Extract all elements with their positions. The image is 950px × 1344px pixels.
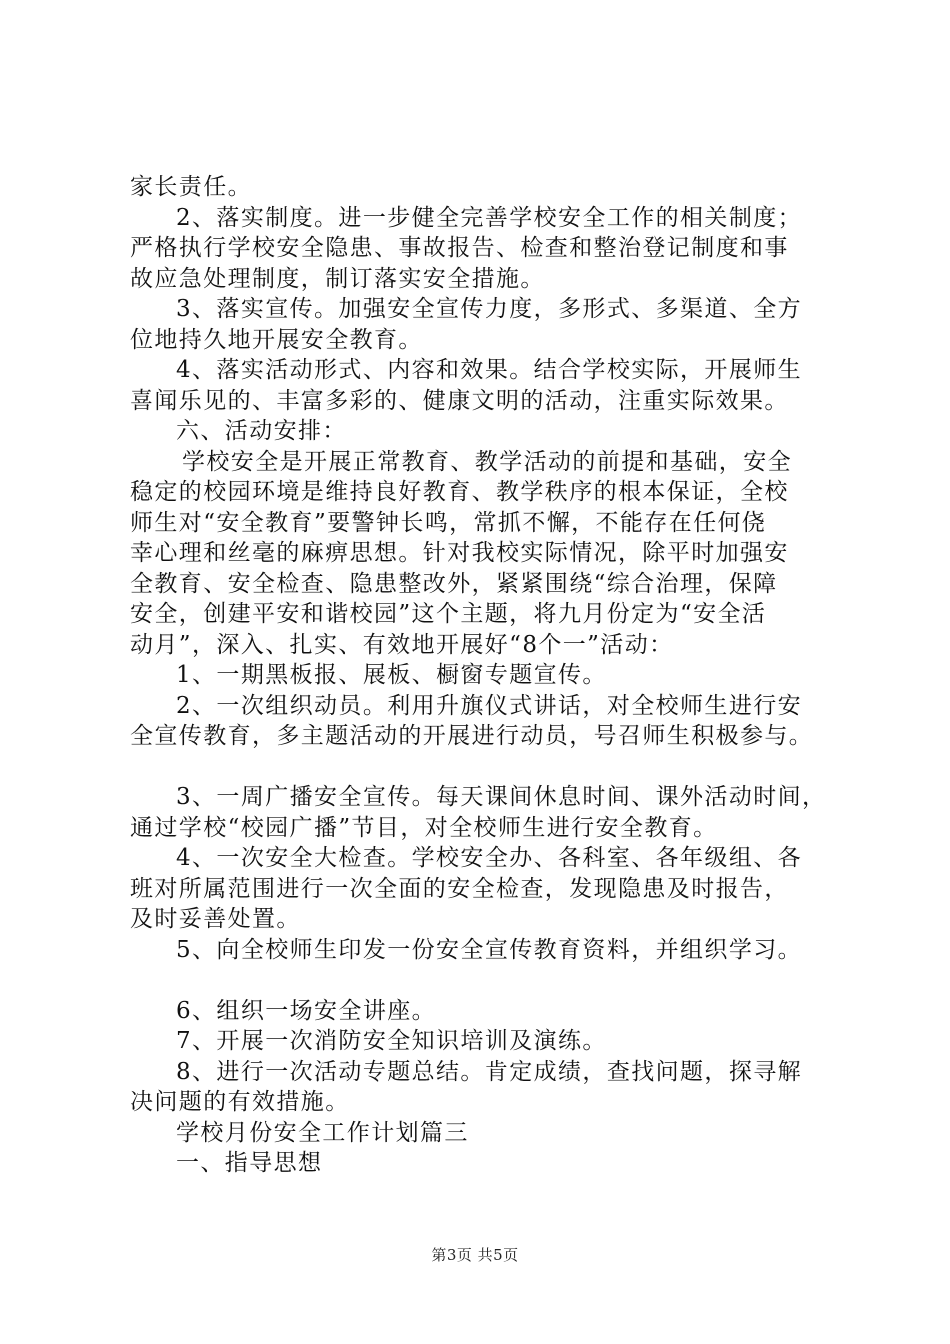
text-line: 安全，创建平安和谐校园”这个主题，将九月份定为“安全活	[130, 601, 767, 627]
text-line: 班对所属范围进行一次全面的安全检查，发现隐患及时报告，	[130, 875, 789, 902]
text-line: 2、一次组织动员。利用升旗仪式讲话，对全校师生进行安	[176, 692, 803, 719]
text-line: 学校安全是开展正常教育、教学活动的前提和基础，安全	[182, 448, 792, 475]
text-line: 动月”，深入、扎实、有效地开展好“8个一”活动：	[130, 631, 674, 658]
text-line: 六、活动安排：	[176, 418, 347, 444]
text-line: 故应急处理制度，制订落实安全措施。	[130, 265, 545, 292]
text-line: 位地持久地开展安全教育。	[130, 326, 423, 353]
text-line: 全宣传教育，多主题活动的开展进行动员，号召师生积极参与。	[130, 723, 814, 749]
text-line: 学校月份安全工作计划篇三	[176, 1119, 469, 1146]
text-line: 4、落实活动形式、内容和效果。结合学校实际，开展师生	[176, 357, 803, 383]
text-line: 3、落实宣传。加强安全宣传力度，多形式、多渠道、全方	[176, 296, 803, 322]
text-line: 家长责任。	[130, 174, 252, 200]
text-line: 及时妥善处置。	[130, 906, 301, 932]
text-line: 师生对“安全教育”要警钟长鸣，常抓不懈，不能存在任何侥	[130, 509, 767, 536]
text-line: 6、组织一场安全讲座。	[176, 997, 437, 1024]
text-line: 稳定的校园环境是维持良好教育、教学秩序的根本保证，全校	[130, 479, 789, 505]
text-line: 3、一周广播安全宣传。每天课间休息时间、课外活动时间，	[176, 784, 827, 810]
text-line: 2、落实制度。进一步健全完善学校安全工作的相关制度；	[176, 204, 803, 231]
text-line: 7、开展一次消防安全知识培训及演练。	[176, 1028, 607, 1054]
document-body	[130, 172, 830, 1179]
text-line: 全教育、安全检查、隐患整改外，紧紧围绕“综合治理，保障	[130, 570, 778, 597]
text-line: 幸心理和丝毫的麻痹思想。针对我校实际情况，除平时加强安	[130, 540, 789, 566]
text-line: 决问题的有效措施。	[130, 1089, 350, 1115]
page-footer: 第3页 共5页	[431, 1246, 519, 1264]
text-line: 通过学校“校园广播”节目，对全校师生进行安全教育。	[130, 814, 718, 841]
text-line: 4、一次安全大检查。学校安全办、各科室、各年级组、各	[176, 845, 803, 871]
text-line: 5、向全校师生印发一份安全宣传教育资料，并组织学习。	[176, 936, 803, 963]
blank-line	[130, 752, 830, 783]
text-line: 8、进行一次活动专题总结。肯定成绩，查找问题，探寻解	[176, 1058, 803, 1085]
text-line: 一、指导思想	[176, 1150, 323, 1176]
text-line: 严格执行学校安全隐患、事故报告、检查和整治登记制度和事	[130, 235, 789, 261]
blank-line	[130, 965, 830, 996]
text-line: 1、一期黑板报、展板、橱窗专题宣传。	[176, 662, 607, 688]
text-line: 喜闻乐见的、丰富多彩的、健康文明的活动，注重实际效果。	[130, 387, 789, 414]
